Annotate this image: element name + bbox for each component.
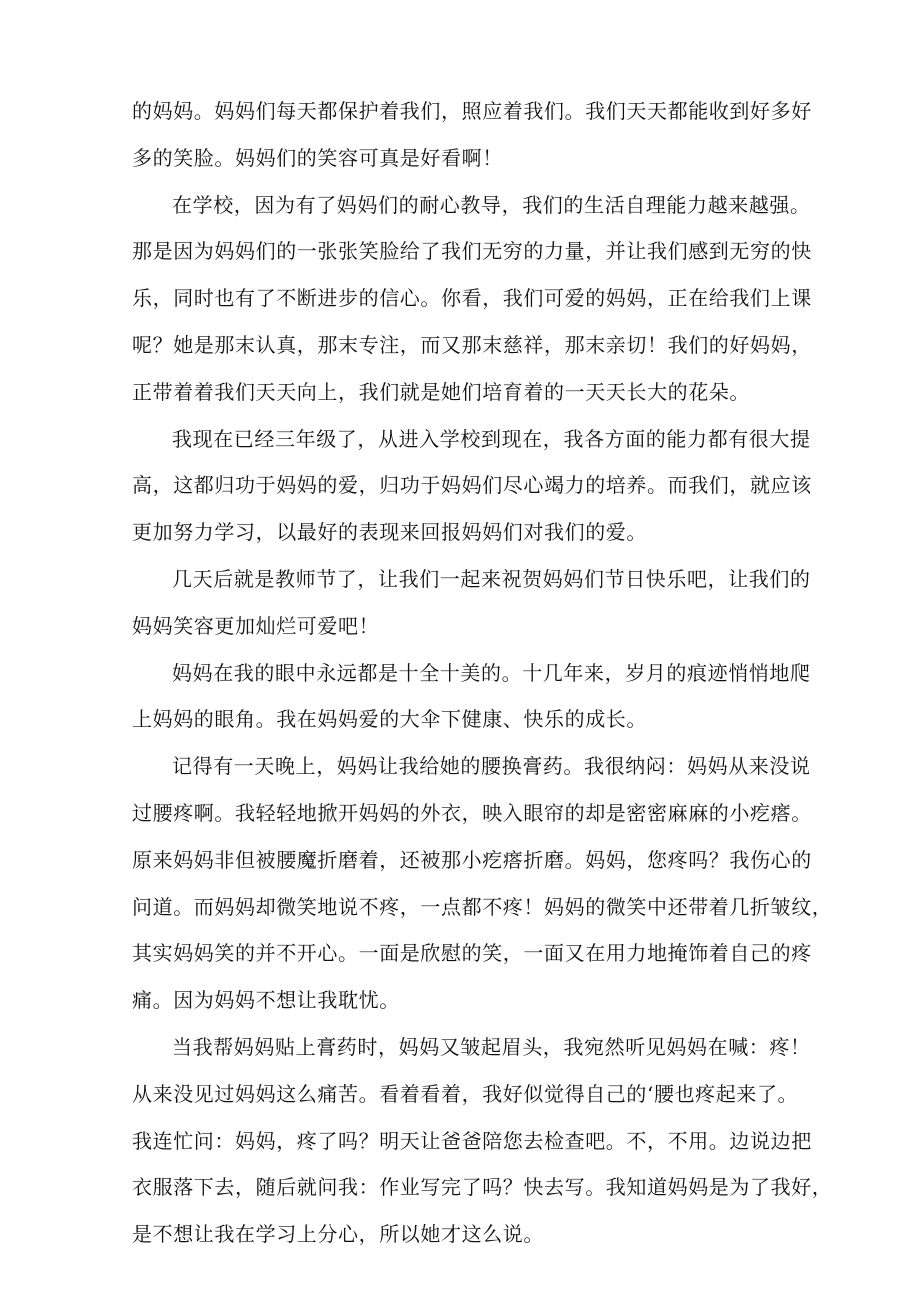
text-line: 从来没见过妈妈这么痛苦。看着看着，我好似觉得自己的‘腰也疼起来了。 xyxy=(132,1081,799,1106)
text-line: 原来妈妈非但被腰魔折磨着，还被那小疙瘩折磨。妈妈，您疼吗？我伤心的 xyxy=(132,847,812,872)
paragraph-first-line: 妈妈在我的眼中永远都是十全十美的。十几年来，岁月的痕迹悄悄地爬 xyxy=(172,660,811,685)
text-line: 多的笑脸。妈妈们的笑容可真是好看啊！ xyxy=(132,145,503,170)
text-line: 问道。而妈妈却微笑地说不疼，一点都不疼！妈妈的微笑中还带着几折皱纹， xyxy=(132,894,833,919)
paragraph-first-line: 当我帮妈妈贴上膏药时，妈妈又皱起眉头，我宛然听见妈妈在喊：疼！ xyxy=(172,1034,811,1059)
text-line: 上妈妈的眼角。我在妈妈爱的大伞下健康、快乐的成长。 xyxy=(132,707,647,732)
text-line: 痛。因为妈妈不想让我耽忧。 xyxy=(132,988,400,1013)
text-line: 其实妈妈笑的并不开心。一面是欣慰的笑，一面又在用力地掩饰着自己的疼 xyxy=(132,941,812,966)
text-line: 我连忙问：妈妈，疼了吗？明天让爸爸陪您去检查吧。不，不用。边说边把 xyxy=(132,1128,812,1153)
text-line: 更加努力学习，以最好的表现来回报妈妈们对我们的爱。 xyxy=(132,520,647,545)
text-line: 是不想让我在学习上分心，所以她才这么说。 xyxy=(132,1222,544,1247)
text-line: 呢？她是那末认真，那末专注，而又那末慈祥，那末亲切！我们的好妈妈， xyxy=(132,332,812,357)
paragraph-first-line: 几天后就是教师节了，让我们一起来祝贺妈妈们节日快乐吧，让我们的 xyxy=(172,566,811,591)
text-line: 过腰疼啊。我轻轻地掀开妈妈的外衣，映入眼帘的却是密密麻麻的小疙瘩。 xyxy=(132,800,812,825)
paragraph-first-line: 在学校，因为有了妈妈们的耐心教导，我们的生活自理能力越来越强。 xyxy=(172,192,811,217)
text-line: 妈妈笑容更加灿烂可爱吧！ xyxy=(132,613,380,638)
text-line: 乐，同时也有了不断进步的信心。你看，我们可爱的妈妈，正在给我们上课 xyxy=(132,286,812,311)
text-line: 正带着着我们天天向上，我们就是她们培育着的一天天长大的花朵。 xyxy=(132,379,750,404)
essay-body xyxy=(132,88,833,1258)
text-line: 那是因为妈妈们的一张张笑脸给了我们无穷的力量，并让我们感到无穷的快 xyxy=(132,239,812,264)
paragraph-first-line: 我现在已经三年级了，从进入学校到现在，我各方面的能力都有很大提 xyxy=(172,426,811,451)
text-line: 衣服落下去，随后就问我：作业写完了吗？快去写。我知道妈妈是为了我好， xyxy=(132,1175,833,1200)
text-line: 的妈妈。妈妈们每天都保护着我们，照应着我们。我们天天都能收到好多好 xyxy=(132,99,812,123)
text-line: 高，这都归功于妈妈的爱，归功于妈妈们尽心竭力的培养。而我们，就应该 xyxy=(132,473,812,498)
paragraph-first-line: 记得有一天晚上，妈妈让我给她的腰换膏药。我很纳闷：妈妈从来没说 xyxy=(172,754,811,779)
